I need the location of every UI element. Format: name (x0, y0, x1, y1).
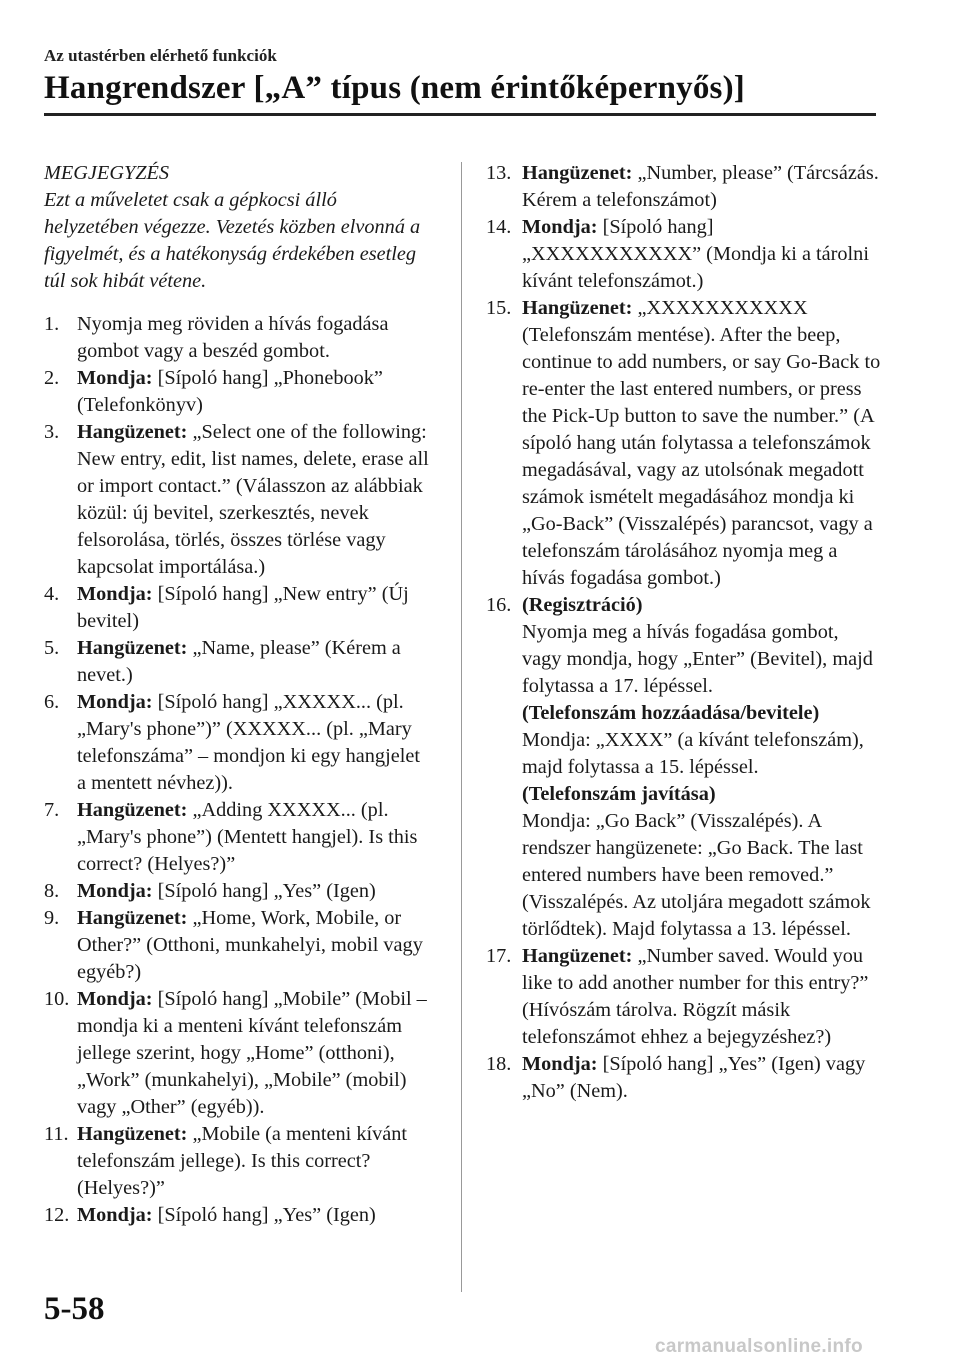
step-text: „Mobile (a menteni kívánt telefonszám jellege). Is this correct? (Helyes?)” (77, 1123, 408, 1199)
step-text: [Sípoló hang] „Phonebook” (Telefonkönyv) (77, 367, 383, 416)
step-1 (44, 311, 430, 365)
step-number: 2. (44, 367, 60, 389)
step-text: „XXXXXXXXXXX (Telefonszám mentése). After the beep, continue to add numbers, or say Go-Back to re-enter the last entered numbers, or press the Pick-Up button to save the number.” (A sípoló hang után folytassa a telefonszámok megadásával, vagy az utolsónak megadott számok ismételt megadásához mondja ki „Go-Back” (Visszalépés) parancsot, vagy a telefonszám tárolásához nyomja meg a hívás fogadása gombot.) (522, 297, 881, 589)
step-text: [Sípoló hang] „XXXXXXXXXXX” (Mondja ki a tárolni kívánt telefonszámot.) (522, 216, 869, 292)
note-heading: MEGJEGYZÉS (44, 162, 170, 184)
step-body (77, 635, 430, 689)
step-number: 6. (44, 691, 60, 713)
step-13 (486, 160, 881, 214)
step-text: Nyomja meg röviden a hívás fogadása gombot vagy a beszéd gombot. (77, 313, 389, 362)
step-text: Mondja: „XXXX” (a kívánt telefonszám), majd folytassa a 15. lépéssel. (522, 729, 864, 778)
step-number: 15. (486, 297, 512, 319)
step-text: „Number saved. Would you like to add another number for this entry?” (Hívószám tárolva. Rögzít másik telefonszámot ehhez a bejegyzéshez?) (522, 945, 869, 1048)
step-label: Mondja: (522, 1053, 598, 1075)
step-body (77, 986, 430, 1121)
step-body (77, 905, 430, 986)
step-text: [Sípoló hang] „Mobile” (Mobil – mondja ki a menteni kívánt telefonszám jellege szerint, hogy „Home” (otthoni), „Work” (munkahelyi), „Mobile” (mobil) vagy „Other” (egyéb)). (77, 988, 427, 1118)
step-text: „Select one of the following: New entry, edit, list names, delete, erase all or import contact.” (Válasszon az alábbiak közül: új bevitel, szerkesztés, nevek felsorolása, törlés, összes törlése vagy kapcsolat importálása.) (77, 421, 429, 578)
section-label: Az utastérben elérhető funkciók (44, 46, 277, 65)
step-subheading-add-number: (Telefonszám hozzáadása/bevitele) (522, 702, 820, 724)
step-number: 14. (486, 216, 512, 238)
step-number: 11. (44, 1123, 69, 1145)
step-number: 10. (44, 988, 70, 1010)
step-label: Hangüzenet: (77, 421, 188, 443)
step-label: Mondja: (522, 216, 598, 238)
step-label: Hangüzenet: (77, 907, 188, 929)
step-body (522, 592, 881, 943)
step-number: 3. (44, 421, 60, 443)
step-7 (44, 797, 430, 878)
step-label: Hangüzenet: (77, 799, 188, 821)
step-body (77, 689, 430, 797)
step-body (77, 365, 430, 419)
step-text: „Home, Work, Mobile, or Other?” (Otthoni, munkahelyi, mobil vagy egyéb?) (77, 907, 423, 983)
step-number: 8. (44, 880, 60, 902)
step-number: 1. (44, 313, 60, 335)
step-label: Mondja: (77, 367, 153, 389)
step-5 (44, 635, 430, 689)
step-number: 13. (486, 162, 512, 184)
step-body (77, 878, 430, 905)
step-subheading-registration: (Regisztráció) (522, 594, 643, 616)
step-label: Mondja: (77, 988, 153, 1010)
step-number: 18. (486, 1053, 512, 1075)
step-body (77, 311, 430, 365)
step-subheading-correct-number: (Telefonszám javítása) (522, 783, 716, 805)
step-label: Mondja: (77, 1204, 153, 1226)
step-18 (486, 1051, 881, 1105)
step-12 (44, 1202, 430, 1229)
step-15 (486, 295, 881, 592)
step-label: Hangüzenet: (77, 637, 188, 659)
step-text: Mondja: „Go Back” (Visszalépés). A rendszer hangüzenete: „Go Back. The last entered numbers have been removed.” (Visszalépés. Az utoljára megadott számok törlődtek). Majd folytassa a 13. lépéssel. (522, 810, 871, 940)
step-text: „Name, please” (Kérem a nevet.) (77, 637, 401, 686)
step-9 (44, 905, 430, 986)
step-text: „Number, please” (Tárcsázás. Kérem a telefonszámot) (522, 162, 879, 211)
step-text: [Sípoló hang] „Yes” (Igen) vagy „No” (Nem). (522, 1053, 866, 1102)
right-column (486, 160, 881, 1105)
step-label: Hangüzenet: (522, 297, 633, 319)
step-label: Hangüzenet: (522, 945, 633, 967)
step-body (522, 160, 881, 214)
note-text: Ezt a műveletet csak a gépkocsi álló helyzetében végezze. Vezetés közben elvonná a figyelmét, és a hatékonyság érdekében esetleg túl sok hibát vétene. (44, 189, 421, 292)
step-4 (44, 581, 430, 635)
step-body (77, 1121, 430, 1202)
page-number: 5-58 (44, 1291, 105, 1327)
step-label: Mondja: (77, 583, 153, 605)
step-16 (486, 592, 881, 943)
step-body (522, 1051, 881, 1105)
step-10 (44, 986, 430, 1121)
step-body (77, 797, 430, 878)
step-label: Mondja: (77, 880, 153, 902)
step-8 (44, 878, 430, 905)
step-label: Hangüzenet: (522, 162, 633, 184)
header-rule (44, 113, 876, 116)
page-title: Hangrendszer [„A” típus (nem érintőképernyős)] (44, 70, 745, 106)
step-body (522, 943, 881, 1051)
column-divider (461, 162, 462, 1292)
step-number: 16. (486, 594, 512, 616)
step-body (77, 419, 430, 581)
step-body (77, 581, 430, 635)
step-label: Hangüzenet: (77, 1123, 188, 1145)
step-text: [Sípoló hang] „New entry” (Új bevitel) (77, 583, 409, 632)
left-column (44, 160, 430, 1229)
step-17 (486, 943, 881, 1051)
step-11 (44, 1121, 430, 1202)
step-number: 4. (44, 583, 60, 605)
step-number: 5. (44, 637, 60, 659)
step-3 (44, 419, 430, 581)
step-number: 7. (44, 799, 60, 821)
step-body (522, 295, 881, 592)
step-number: 17. (486, 945, 512, 967)
step-body (77, 1202, 430, 1229)
step-text: [Sípoló hang] „Yes” (Igen) (152, 1204, 376, 1226)
step-6 (44, 689, 430, 797)
step-2 (44, 365, 430, 419)
watermark: carmanualsonline.info (655, 1336, 863, 1357)
step-text: [Sípoló hang] „Yes” (Igen) (152, 880, 376, 902)
step-14 (486, 214, 881, 295)
step-text: Nyomja meg a hívás fogadása gombot, vagy mondja, hogy „Enter” (Bevitel), majd folytassa a 17. lépéssel. (522, 621, 873, 697)
step-text: „Adding XXXXX... (pl. „Mary's phone”) (Mentett hangjel). Is this correct? (Helyes?)” (77, 799, 418, 875)
step-body (522, 214, 881, 295)
step-text: [Sípoló hang] „XXXXX... (pl. „Mary's phone”)” (XXXXX... (pl. „Mary telefonszáma” – mondjon ki egy hangjelet a mentett névhez)). (77, 691, 420, 794)
step-number: 12. (44, 1204, 70, 1226)
step-number: 9. (44, 907, 60, 929)
step-label: Mondja: (77, 691, 153, 713)
